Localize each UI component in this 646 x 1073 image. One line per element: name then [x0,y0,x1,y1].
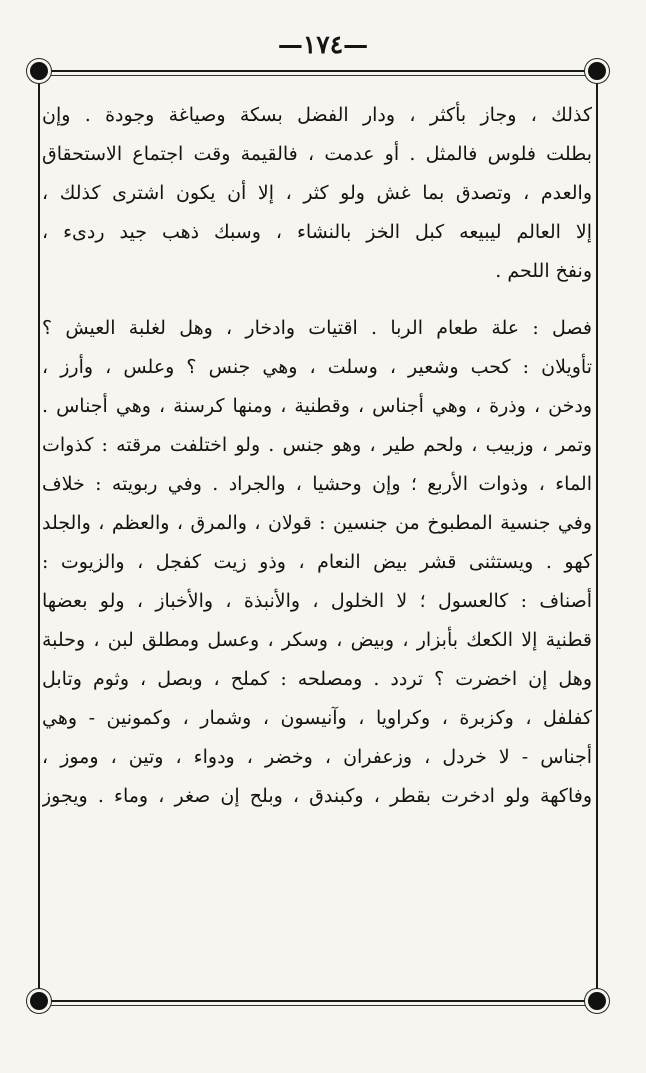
text-line: بطلت فلوس فالمثل . أو عدمت ، فالقيمة وقت اجتماع الاستحقاق [42,143,592,165]
text-line: كهو . ويستثنى قشر بيض النعام ، وذو زيت كفجل ، والزيوت : [42,551,592,573]
text-line: ودخن ، وذرة ، وهي أجناس ، وقطنية ، ومنها كرسنة ، وهي أجناس . [42,395,592,417]
text-line: والعدم ، وتصدق بما غش ولو كثر ، إلا أن يكون اشترى كذلك ، [42,182,592,204]
frame-top-rule [38,70,598,72]
text-line: الماء ، وذوات الأربع ؛ وإن وحشيا ، والجراد . وفي ربويته : خلاف [42,473,592,495]
section-heading-line: فصل : علة طعام الربا . اقتيات وادخار ، وهل لغلبة العيش ؟ [42,317,592,339]
corner-ornament-icon [30,992,48,1010]
corner-ornament-icon [588,992,606,1010]
frame-left-rule [38,70,40,1002]
text-line: إلا العالم ليبيعه كبل الخز بالنشاء ، وسبك ذهب جيد ردىء ، [42,221,592,243]
frame-right-rule [596,70,598,1002]
corner-ornament-icon [30,62,48,80]
text-line: وفي جنسية المطبوخ من جنسين : قولان ، والمرق ، والعظم ، والجلد [42,512,592,534]
body-text [42,96,592,816]
text-line: وتمر ، وزبيب ، ولحم طير ، وهو جنس . ولو اختلفت مرقته : كذوات [42,434,592,456]
text-line: أصناف : كالعسول ؛ لا الخلول ، والأنبذة ، والأخباز ، ولو بعضها [42,590,592,612]
text-line: أجناس - لا خردل ، وزعفران ، وخضر ، ودواء ، وتين ، وموز ، [42,746,592,768]
corner-ornament-icon [588,62,606,80]
text-line: كفلفل ، وكزبرة ، وكراويا ، وآنيسون ، وشمار ، وكمونين - وهي [42,707,592,729]
text-line: وفاكهة ولو ادخرت بقطر ، وكبندق ، وبلح إن صغر ، وماء . ويجوز [42,785,592,807]
page-number: —١٧٤— [277,30,369,59]
text-line: تأويلان : كحب وشعير ، وسلت ، وهي جنس ؟ وعلس ، وأرز ، [42,356,592,378]
text-line: كذلك ، وجاز بأكثر ، ودار الفضل بسكة وصياغة وجودة . وإن [42,104,592,126]
text-line: وهل إن اخضرت ؟ تردد . ومصلحه : كملح ، وبصل ، وثوم وتابل [42,668,592,690]
frame-bottom-rule [38,1000,598,1002]
text-line: ونفخ اللحم . [495,260,592,282]
paragraph-gap [42,291,592,309]
text-line: قطنية إلا الكعك بأبزار ، وبيض ، وسكر ، وعسل ومطلق لبن ، وحلبة [42,629,592,651]
